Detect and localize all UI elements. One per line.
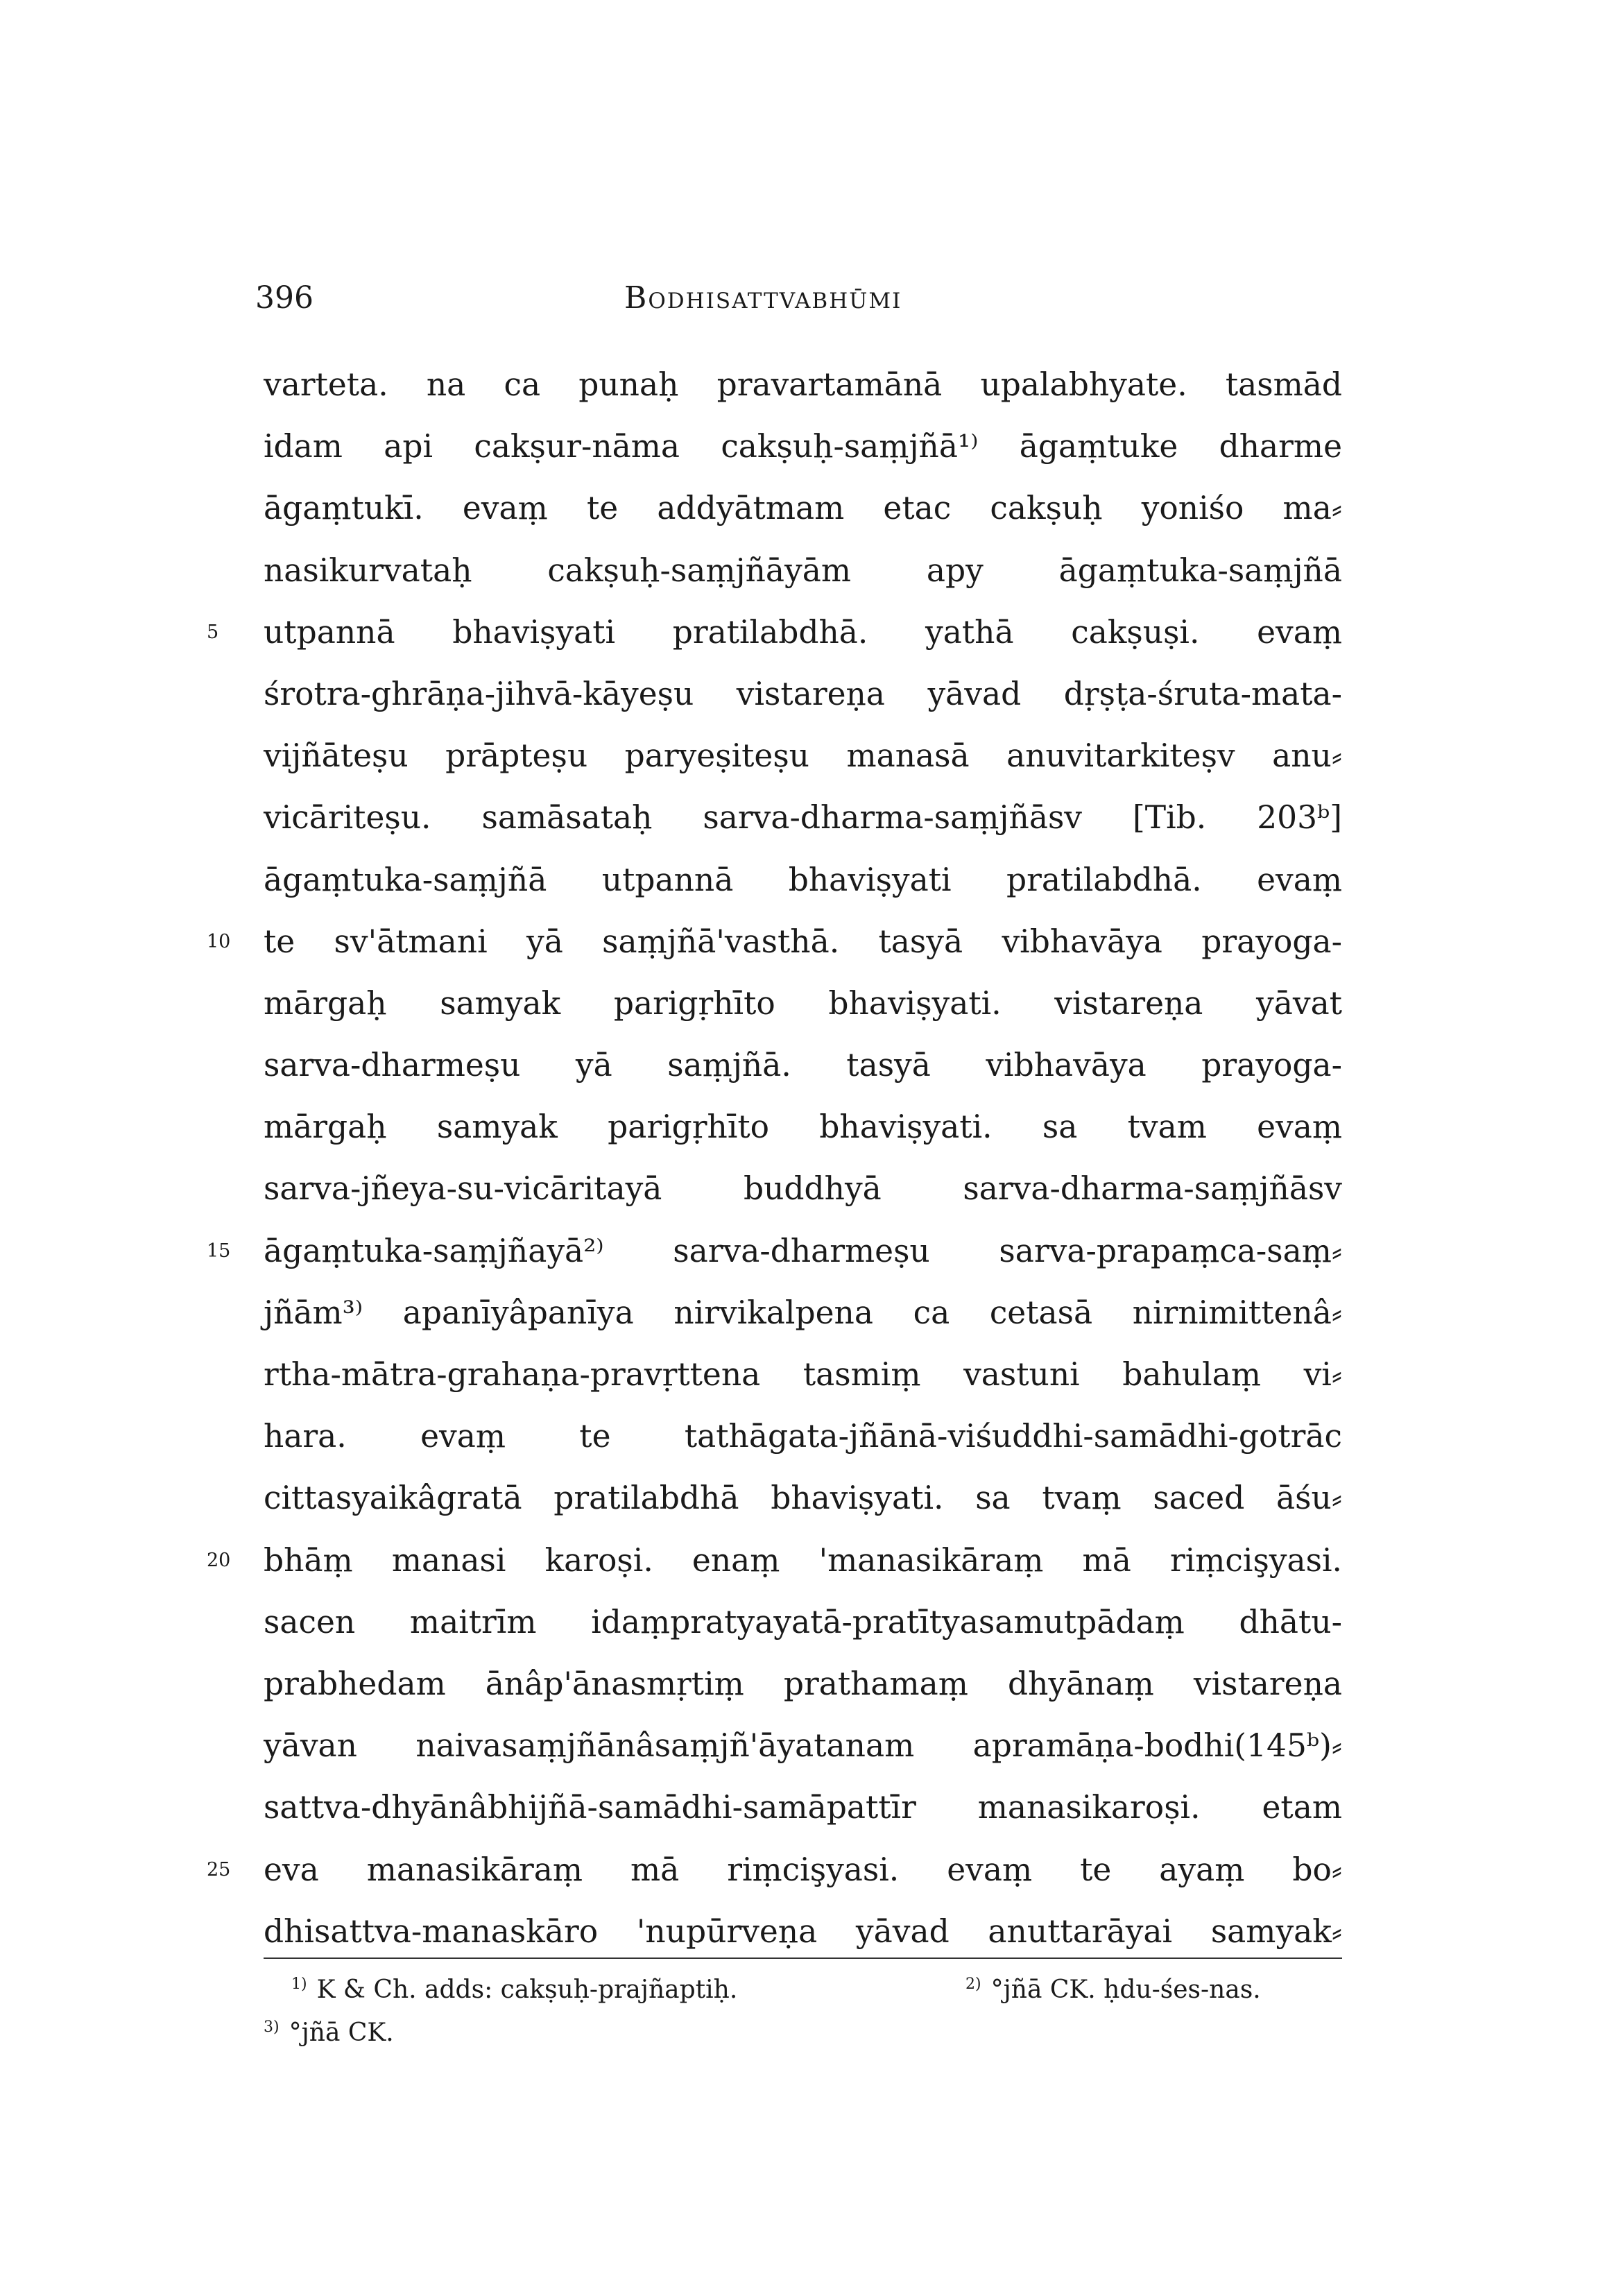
text-line: [207, 601, 1342, 663]
footnote-divider: [264, 1957, 1342, 1959]
line-text: yāvan naivasaṃjñānâsaṃjñ'āyatanam apramāṇa-bodhi(145ᵇ)⸗: [264, 1727, 1342, 1765]
line-text: mārgaḥ samyak parigṛhīto bhaviṣyati. sa tvam evaṃ: [264, 1108, 1342, 1146]
line-number: 25: [207, 1858, 231, 1881]
footnote-mark: 2): [965, 1976, 981, 1993]
line-text: prabhedam ānâp'ānasmṛtiṃ prathamaṃ dhyānaṃ vistareṇa: [264, 1665, 1342, 1702]
line-text: eva manasikāraṃ mā riṃcişyasi. evaṃ te ayaṃ bo⸗: [264, 1851, 1342, 1888]
text-line: [264, 787, 1342, 848]
footnote-2: [965, 1969, 1261, 2012]
page-number: 396: [255, 280, 314, 316]
line-text: sarva-dharmeṣu yā saṃjñā. tasyā vibhavāya prayoga-: [264, 1047, 1342, 1084]
footnote-mark: 3): [264, 2019, 280, 2036]
line-text: rtha-mātra-grahaṇa-pravṛttena tasmiṃ vastuni bahulaṃ vi⸗: [264, 1356, 1342, 1393]
footnote-text: °jñā CK.: [289, 2019, 394, 2047]
running-title: Bodhisattvabhūmi: [624, 280, 902, 316]
line-text: utpannā bhaviṣyati pratilabdhā. yathā cakṣuṣi. evaṃ: [264, 613, 1342, 651]
text-line: [207, 1839, 1342, 1901]
text-line: [264, 663, 1342, 725]
text-line: [264, 477, 1342, 539]
footnote-text: °jñā CK. ḥdu-śes-nas.: [990, 1976, 1261, 2004]
text-line: [264, 1776, 1342, 1838]
text-line: [264, 415, 1342, 477]
text-line: [264, 1158, 1342, 1219]
line-text: dhisattva-manaskāro 'nupūrveṇa yāvad anuttarāyai samyak⸗: [264, 1912, 1342, 1950]
line-text: bhāṃ manasi karoṣi. enaṃ 'manasikāraṃ mā riṃcişyasi.: [264, 1541, 1342, 1579]
line-text: vicāriteṣu. samāsataḥ sarva-dharma-saṃjñāsv [Tib. 203ᵇ]: [264, 799, 1342, 837]
line-text: hara. evaṃ te tathāgata-jñānā-viśuddhi-samādhi-gotrāc: [264, 1418, 1342, 1455]
text-line: [207, 1220, 1342, 1282]
line-number: 10: [207, 930, 231, 952]
text-line: [264, 1653, 1342, 1715]
line-text: sarva-jñeya-su-vicāritayā buddhyā sarva-dharma-saṃjñāsv: [264, 1170, 1342, 1208]
line-text: śrotra-ghrāṇa-jihvā-kāyeṣu vistareṇa yāvad dṛṣṭa-śruta-mata-: [264, 675, 1342, 712]
text-line: [264, 725, 1342, 787]
line-text: āgaṃtukī. evaṃ te addyātmam etac cakṣuḥ yoniśo ma⸗: [264, 490, 1342, 527]
line-text: sacen maitrīm idaṃpratyayatā-pratītyasamutpādaṃ dhātu-: [264, 1603, 1342, 1640]
footnote-1: [291, 1969, 737, 2012]
text-line: [264, 1034, 1342, 1096]
text-line: [264, 1405, 1342, 1467]
text-line: [264, 1901, 1342, 1962]
text-line: [264, 973, 1342, 1034]
text-line: [264, 1467, 1342, 1529]
line-number: 15: [207, 1240, 231, 1262]
text-line: [264, 1591, 1342, 1653]
line-text: mārgaḥ samyak parigṛhīto bhaviṣyati. vistareṇa yāvat: [264, 984, 1342, 1022]
footnote-mark: 1): [291, 1976, 307, 1993]
line-text: nasikurvataḥ cakṣuḥ-saṃjñāyām apy āgaṃtuka-saṃjñā: [264, 551, 1342, 589]
line-text: sattva-dhyānâbhijñā-samādhi-samāpattīr manasikaroṣi. etam: [264, 1789, 1342, 1826]
text-line: [264, 354, 1342, 415]
footnote-row: [264, 1969, 1342, 2012]
line-text: āgaṃtuka-saṃjñayā²⁾ sarva-dharmeṣu sarva-prapaṃca-saṃ⸗: [264, 1232, 1342, 1269]
line-text: āgaṃtuka-saṃjñā utpannā bhaviṣyati pratilabdhā. evaṃ: [264, 861, 1342, 898]
line-text: cittasyaikâgratā pratilabdhā bhaviṣyati. sa tvaṃ saced āśu⸗: [264, 1480, 1342, 1517]
text-line: [207, 911, 1342, 973]
text-line: [264, 1282, 1342, 1344]
line-text: jñām³⁾ apanīyâpanīya nirvikalpena ca cetasā nirnimittenâ⸗: [264, 1294, 1342, 1331]
footnotes: [264, 1969, 1342, 2055]
text-line: [264, 849, 1342, 911]
line-number: 5: [207, 621, 219, 643]
footnote-3: [264, 2012, 394, 2055]
line-number: 20: [207, 1549, 231, 1571]
footnote-text: K & Ch. adds: cakṣuḥ-prajñaptiḥ.: [316, 1976, 738, 2004]
line-text: te sv'ātmani yā saṃjñā'vasthā. tasyā vibhavāya prayoga-: [264, 923, 1342, 960]
page-header: [255, 274, 1341, 323]
text-line: [264, 1344, 1342, 1405]
text-line: [264, 1096, 1342, 1158]
line-text: varteta. na ca punaḥ pravartamānā upalabhyate. tasmād: [264, 366, 1342, 403]
text-line: [264, 540, 1342, 601]
body-text: [207, 354, 1342, 1962]
text-line: [207, 1530, 1342, 1591]
line-text: vijñāteṣu prāpteṣu paryeṣiteṣu manasā anuvitarkiteṣv anu⸗: [264, 737, 1342, 775]
line-text: idam api cakṣur-nāma cakṣuḥ-saṃjñā¹⁾ āgaṃtuke dharme: [264, 428, 1342, 465]
text-line: [264, 1715, 1342, 1776]
footnote-row: [264, 2012, 1342, 2055]
